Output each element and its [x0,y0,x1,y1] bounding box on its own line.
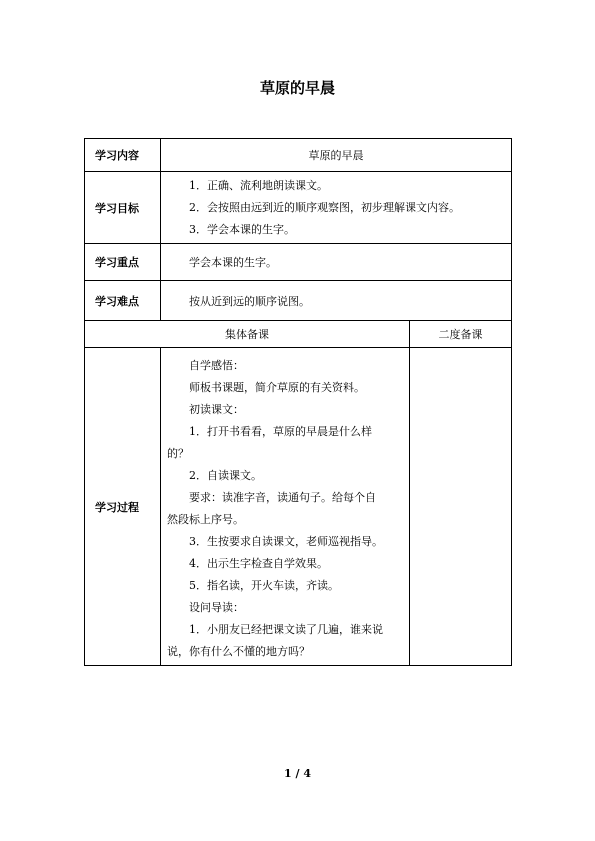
goal-item: 1．正确、流利地朗读课文。 [189,178,328,192]
label-process: 学习过程 [85,348,161,666]
label-difficulties: 学习难点 [85,281,161,321]
process-line: 1．打开书看看，草原的早晨是什么样 [189,424,372,438]
label-content: 学习内容 [85,139,161,172]
row-key-points [85,244,512,281]
process-line: 1．小朋友已经把课文读了几遍，谁来说 [189,622,383,636]
page-number: 1 / 4 [284,767,311,780]
value-process [161,348,410,666]
process-line: 5．指名读，开火车读，齐读。 [189,578,339,592]
row-goals [85,172,512,244]
label-key-points: 学习重点 [85,244,161,281]
value-goals [161,172,512,244]
header-secondary: 二度备课 [410,321,512,348]
value-difficulties: 按从近到远的顺序说图。 [161,281,512,321]
process-line: 设问导读： [189,600,244,614]
process-line: 师板书课题，简介草原的有关资料。 [189,380,365,394]
row-headers [85,321,512,348]
process-line: 然段标上序号。 [167,512,244,526]
header-collective: 集体备课 [85,321,410,348]
label-goals: 学习目标 [85,172,161,244]
row-difficulties [85,281,512,321]
process-line: 4．出示生字检查自学效果。 [189,556,328,570]
process-line: 要求：读准字音，读通句子。给每个自 [189,490,376,504]
goal-item: 2．会按照由远到近的顺序观察图，初步理解课文内容。 [189,200,460,214]
secondary-notes-cell [410,348,512,666]
row-content [85,139,512,172]
row-process [85,348,512,666]
process-line: 说，你有什么不懂的地方吗？ [167,644,310,658]
goal-item: 3．学会本课的生字。 [189,222,295,236]
process-line: 初读课文： [189,402,244,416]
lesson-plan-table [84,138,512,666]
value-content: 草原的早晨 [161,139,512,172]
process-line: 的？ [167,446,189,460]
process-line: 3．生按要求自读课文，老师巡视指导。 [189,534,383,548]
process-line: 自学感悟： [189,358,244,372]
value-key-points: 学会本课的生字。 [161,244,512,281]
process-line: 2．自读课文。 [189,468,262,482]
page-title: 草原的早晨 [259,79,335,97]
